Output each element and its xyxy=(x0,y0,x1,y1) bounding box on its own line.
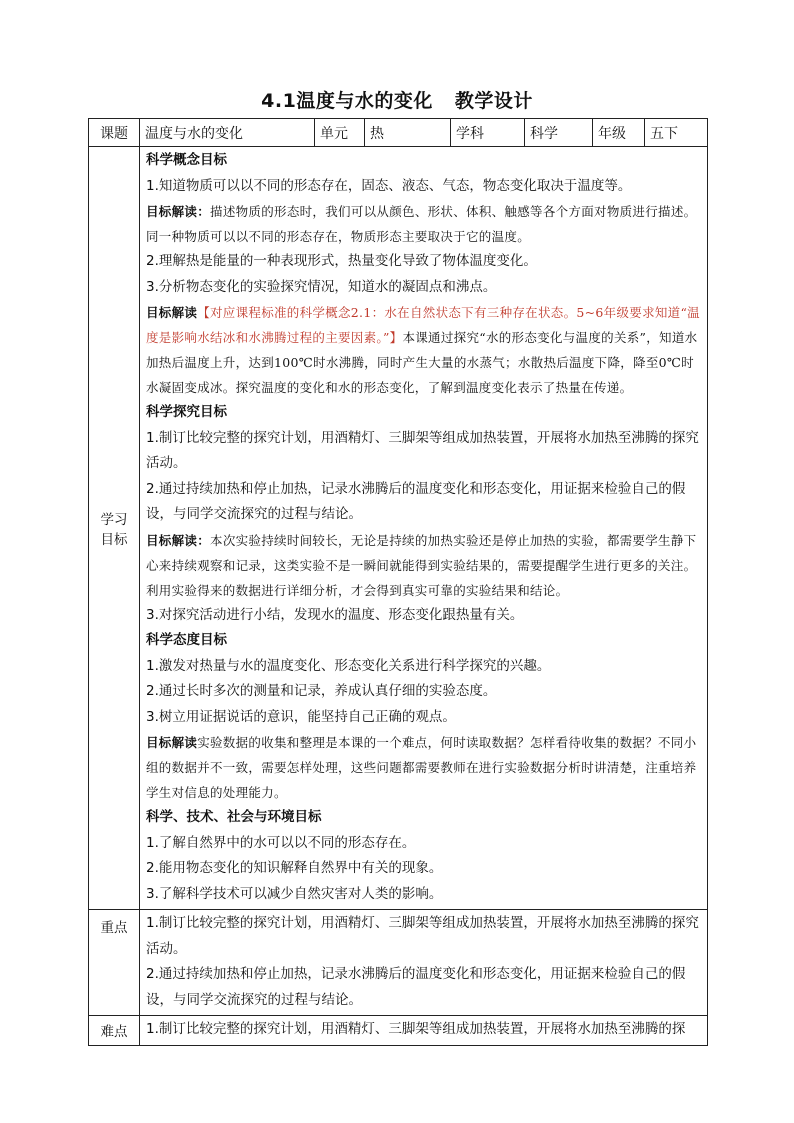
sts-goal-2: 2.能用物态变化的知识解释自然界中有关的现象。 xyxy=(146,860,443,876)
document-title xyxy=(0,86,794,113)
lesson-value: 温度与水的变化 xyxy=(140,119,315,147)
header-row xyxy=(89,119,708,147)
title-lesson: 4.1温度与水的变化 xyxy=(261,90,433,112)
key-points-label: 重点 xyxy=(89,910,140,1016)
attitude-goal-2: 2.通过长时多次的测量和记录，养成认真仔细的实验态度。 xyxy=(146,683,497,699)
key-points-content xyxy=(140,910,708,1016)
inquiry-goal-title: 科学探究目标 xyxy=(146,404,227,420)
goals-label: 学习 目标 xyxy=(89,147,140,910)
attitude-goal-3: 3.树立用证据说话的意识，能坚持自己正确的观点。 xyxy=(146,708,456,725)
goals-content xyxy=(140,147,708,910)
concept-goal-3: 3.分析物态变化的实验探究情况，知道水的凝固点和沸点。 xyxy=(146,278,497,295)
sts-goal-1: 1.了解自然界中的水可以以不同的形态存在。 xyxy=(146,834,416,851)
inquiry-goal-1: 1.制订比较完整的探究计划，用酒精灯、三脚架等组成加热装置，开展将水加热至沸腾的探究活动。 xyxy=(146,429,699,471)
lesson-plan-table xyxy=(88,118,708,1046)
lesson-label: 课题 xyxy=(89,119,140,147)
difficult-points-content xyxy=(140,1016,708,1046)
key-points-row xyxy=(89,910,708,1016)
subject-label: 学科 xyxy=(451,119,525,147)
concept-goal-title: 科学概念目标 xyxy=(146,152,227,168)
concept-note-2: 目标解读【对应课程标准的科学概念2.1：水在自然状态下有三种存在状态。5~6年级要求知道“温度是影响水结冰和水沸腾过程的主要因素。”】本课通过探究“水的形态变化与温度的关系”，知道水加热后温度上升，达到100℃时水沸腾，同时产生大量的水蒸气；水散热后温度下降，降至0℃时水凝固变成冰。探究温度的变化和水的形态变化，了解到温度变化表示了热量在传递。 xyxy=(146,305,700,395)
grade-label: 年级 xyxy=(593,119,645,147)
difficult-point-1: 1.制订比较完整的探究计划，用酒精灯、三脚架等组成加热装置，开展将水加热至沸腾的探 xyxy=(146,1021,686,1037)
unit-value: 热 xyxy=(365,119,451,147)
goals-row xyxy=(89,147,708,910)
attitude-goal-1: 1.激发对热量与水的温度变化、形态变化关系进行科学探究的兴趣。 xyxy=(146,657,551,674)
difficult-points-label: 难点 xyxy=(89,1016,140,1046)
title-suffix: 教学设计 xyxy=(454,90,533,112)
sts-goal-title: 科学、技术、社会与环境目标 xyxy=(146,809,322,825)
difficult-points-row xyxy=(89,1016,708,1046)
attitude-goal-title: 科学态度目标 xyxy=(146,632,227,648)
key-point-2: 2.通过持续加热和停止加热，记录水沸腾后的温度变化和形态变化，用证据来检验自己的假设，与同学交流探究的过程与结论。 xyxy=(146,966,686,1008)
inquiry-goal-2: 2.通过持续加热和停止加热，记录水沸腾后的温度变化和形态变化，用证据来检验自己的假设，与同学交流探究的过程与结论。 xyxy=(146,480,686,522)
sts-goal-3: 3.了解科学技术可以减少自然灾害对人类的影响。 xyxy=(146,885,443,902)
concept-goal-1: 1.知道物质可以以不同的形态存在，固态、液态、气态，物态变化取决于温度等。 xyxy=(146,177,632,194)
unit-label: 单元 xyxy=(315,119,365,147)
concept-note: 目标解读：描述物质的形态时，我们可以从颜色、形状、体积、触感等各个方面对物质进行描述。同一种物质可以以不同的形态存在，物质形态主要取决于它的温度。 xyxy=(146,204,697,244)
key-point-1: 1.制订比较完整的探究计划，用酒精灯、三脚架等组成加热装置，开展将水加热至沸腾的探究活动。 xyxy=(146,915,699,957)
attitude-note: 目标解读实验数据的收集和整理是本课的一个难点，何时读取数据？怎样看待收集的数据？不同小组的数据并不一致，需要怎样处理，这些问题都需要教师在进行实验数据分析时讲清楚，注重培养学生对信息的处理能力。 xyxy=(146,735,697,800)
inquiry-note: 目标解读：本次实验持续时间较长，无论是持续的加热实验还是停止加热的实验，都需要学生静下心来持续观察和记录，这类实验不是一瞬间就能得到实验结果的，需要提醒学生进行更多的关注。利用实验得来的数据进行详细分析，才会得到真实可靠的实验结果和结论。 xyxy=(146,532,697,598)
concept-goal-2: 2.理解热是能量的一种表现形式，热量变化导致了物体温度变化。 xyxy=(146,253,537,269)
curriculum-standard-ref: 【对应课程标准的科学概念2.1：水在自然状态下有三种存在状态。5~6年级要求知道“温度是影响水结冰和水沸腾过程的主要因素。”】 xyxy=(146,305,700,345)
inquiry-goal-3: 3.对探究活动进行小结，发现水的温度、形态变化跟热量有关。 xyxy=(146,606,524,623)
grade-value: 五下 xyxy=(645,119,708,147)
subject-value: 科学 xyxy=(525,119,593,147)
